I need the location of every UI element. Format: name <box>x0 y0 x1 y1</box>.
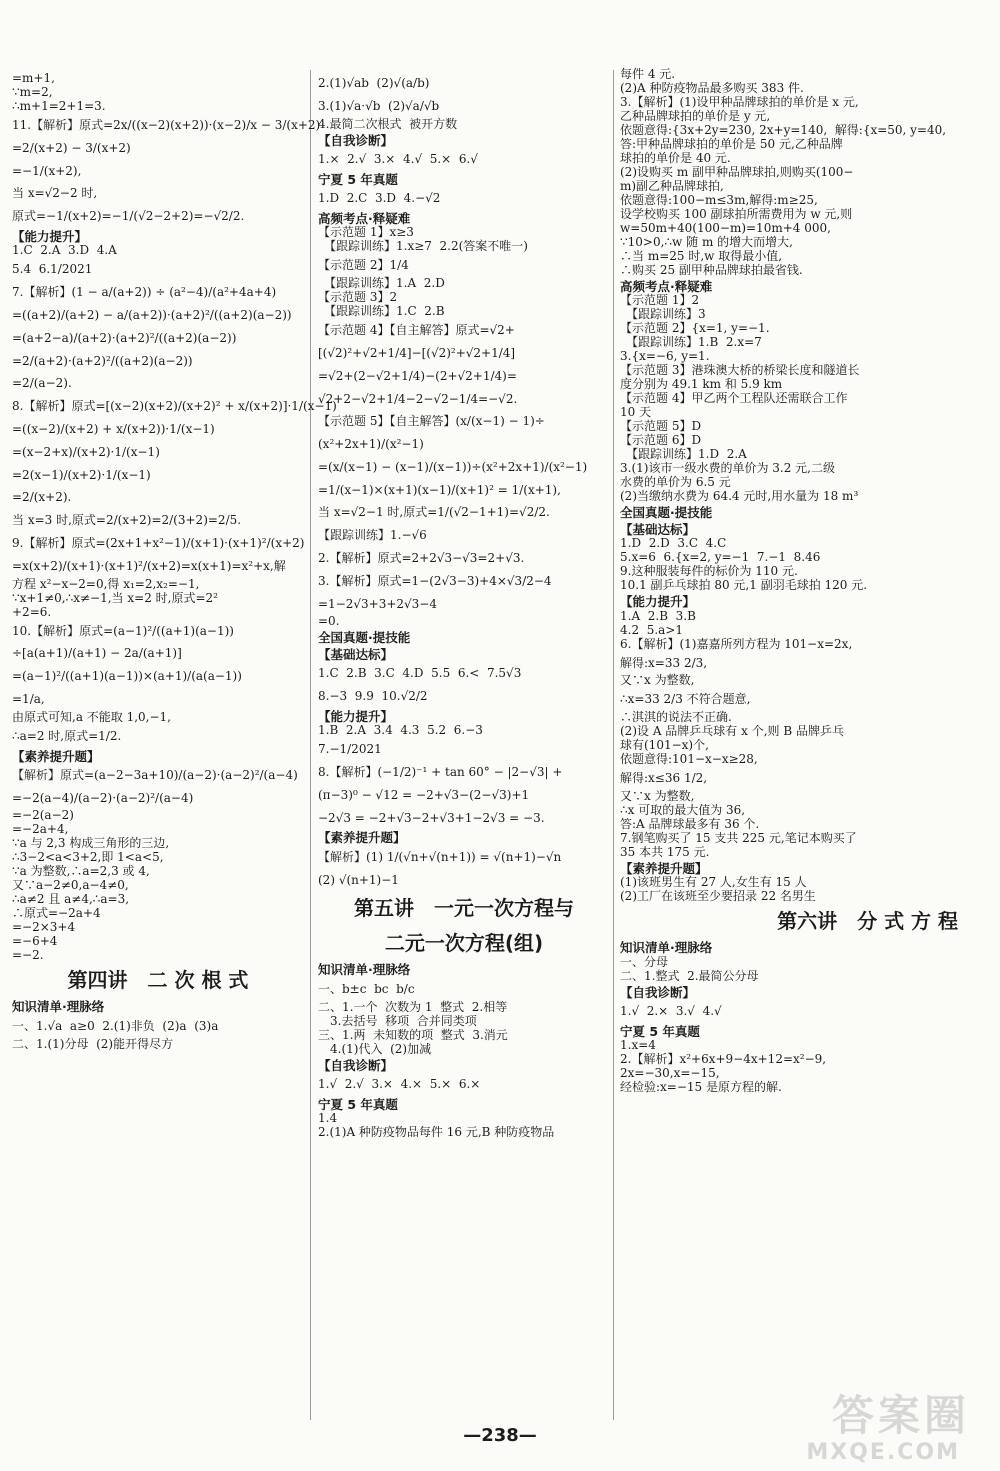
answer-line: =2(x−1)/(x+2)·1/(x−1) <box>12 467 151 482</box>
answer-line: 度分别为 49.1 km 和 5.9 km <box>620 377 783 392</box>
answer-line: 【示范题 5】D <box>620 419 702 434</box>
answer-line: 【解析】(1) 1/(√n+√(n+1)) = √(n+1)−√n <box>318 849 562 864</box>
answer-line: 【跟踪训练】1.C 2.B <box>318 304 445 319</box>
section-label: 知识清单·理脉络 <box>620 940 713 956</box>
section-label: 知识清单·理脉络 <box>318 962 411 978</box>
answer-line: 【示范题 3】2 <box>318 290 398 305</box>
answer-line: 3.【解析】(1)设甲种品牌球拍的单价是 x 元, <box>620 95 859 109</box>
answer-line: =−2a+4, <box>12 822 69 837</box>
answer-line: =2/(a+2)·(a+2)²/((a+2)(a−2)) <box>12 353 193 368</box>
section-label: 【素养提升题】 <box>620 860 708 876</box>
answer-line: 【解析】原式=(a−2−3a+10)/(a−2)·(a−2)²/(a−4) <box>12 767 298 782</box>
answer-line: 二、1.一个 次数为 1 整式 2.相等 <box>318 999 508 1014</box>
answer-line: 一、分母 <box>620 954 669 969</box>
answer-line: 【示范题 4】甲乙两个工程队还需联合工作 <box>620 391 848 406</box>
answer-line: =(a−1)²/((a+1)(a−1))×(a+1)/(a(a−1)) <box>12 669 242 684</box>
answer-line: 又∵x 为整数, <box>620 673 695 688</box>
answer-line: 10.1 副乒乓球拍 80 元,1 副羽毛球拍 120 元. <box>620 578 868 593</box>
answer-line: 答:甲种品牌球拍的单价是 50 元,乙种品牌 <box>620 137 843 151</box>
answer-line: 【示范题 2】1/4 <box>318 258 409 273</box>
answer-line: 5.4 6.1/2021 <box>12 262 93 277</box>
answer-line: 1.D 2.D 3.C 4.C <box>620 536 727 551</box>
watermark-url: MXQE.COM <box>806 1440 960 1465</box>
answer-line: 9.【解析】原式=(2x+1+x²−1)/(x+1)·(x+1)²/(x+2) <box>12 535 305 550</box>
answer-line: 1.× 2.√ 3.× 4.√ 5.× 6.√ <box>318 151 478 166</box>
section-label: 知识清单·理脉络 <box>12 999 105 1015</box>
answer-line: (2)设购买 m 副甲种品牌球拍,则购买(100− <box>620 165 854 179</box>
answer-line: ∵a 与 2,3 构成三角形的三边, <box>12 836 170 851</box>
answer-line: 由原式可知,a 不能取 1,0,−1, <box>12 709 172 724</box>
answer-line: 当 x=√2−1 时,原式=1/(√2−1+1)=√2/2. <box>318 505 550 520</box>
answer-line: 7.−1/2021 <box>318 742 382 757</box>
answer-line: 球拍的单价是 40 元. <box>620 151 731 165</box>
lecture-heading: 二元一次方程(组) <box>384 931 544 956</box>
answer-line: 依题意得:101−x−x≥28, <box>620 752 758 767</box>
answer-line: ∴原式=−2a+4 <box>12 906 101 921</box>
answer-line: ∴a=2 时,原式=1/2. <box>12 728 122 743</box>
section-label: 高频考点·释疑难 <box>620 279 713 294</box>
answer-line: =(x/(x−1) − (x−1)/(x−1))÷(x²+2x+1)/(x²−1) <box>318 459 588 474</box>
answer-line: 2.(1)√ab (2)√(a/b) <box>318 76 430 90</box>
answer-line: 35 本共 175 元. <box>620 844 710 859</box>
answer-line: 【示范题 2】{x=1, y=−1. <box>620 321 770 336</box>
lecture-heading: 第四讲 二 次 根 式 <box>67 968 249 993</box>
answer-line: ∴x 可取的最大值为 36, <box>620 802 746 817</box>
answer-line: 9.这种服装每件的标价为 110 元. <box>620 564 798 579</box>
answer-line: 设学校购买 100 副球拍所需费用为 w 元,则 <box>620 207 853 221</box>
answer-line: ∴a≠2 且 a≠4,∴a=3, <box>12 892 130 907</box>
section-label: 宁夏 5 年真题 <box>318 171 398 187</box>
column-divider <box>310 70 311 1420</box>
answer-line: ∴m+1=2+1=3. <box>12 99 106 113</box>
answer-line: =−1/(x+2), <box>12 163 82 178</box>
answer-line: 1.C 2.A 3.D 4.A <box>12 243 117 258</box>
answer-line: (2)当缴纳水费为 64.4 元时,用水量为 18 m³ <box>620 489 859 504</box>
answer-line: =(a+2−a)/(a+2)·(a+2)²/((a+2)(a−2)) <box>12 330 237 345</box>
answer-line: =2/(x+2) − 3/(x+2) <box>12 140 131 155</box>
lecture-heading: 第六讲 分 式 方 程 <box>777 909 958 934</box>
section-label: 【素养提升题】 <box>12 748 100 764</box>
answer-line: =m+1, <box>12 71 55 85</box>
section-label: 【能力提升】 <box>12 228 88 244</box>
answer-line: 1.√ 2.× 3.√ 4.√ <box>620 1004 722 1019</box>
answer-line: 【示范题 4】【自主解答】原式=√2+ <box>318 323 515 338</box>
answer-line: 经检验:x=−15 是原方程的解. <box>620 1080 782 1095</box>
answer-line: =x(x+2)/(x+1)·(x+1)²/(x+2)=x(x+1)=x²+x,解 <box>12 558 286 573</box>
answer-line: ∵x+1≠0,∴x≠−1,当 x=2 时,原式=2² <box>12 590 218 605</box>
answer-line: 11.【解析】原式=2x/((x−2)(x+2))·(x−2)/x − 3/(x+2) <box>12 118 321 132</box>
answer-line: =(x−2+x)/(x+2)·1/(x−1) <box>12 444 160 459</box>
section-label: 【自我诊断】 <box>318 1057 394 1073</box>
answer-line: =√2+(2−√2+1/4)−(2+√2+1/4)= <box>318 368 517 383</box>
answer-line: 3.{x=−6, y=1. <box>620 349 710 364</box>
answer-line: =((a+2)/(a+2) − a/(a+2))·(a+2)²/((a+2)(a−2)) <box>12 307 292 322</box>
answer-line: 2x=−30,x=−15, <box>620 1066 720 1081</box>
section-label: 【能力提升】 <box>318 708 394 724</box>
column-divider <box>613 70 614 1420</box>
answer-line: =−2(a−4)/(a−2)·(a−2)²/(a−4) <box>12 790 194 805</box>
answer-line: =2/(a−2). <box>12 376 72 391</box>
answer-line: ∵m=2, <box>12 85 53 99</box>
answer-line: 4.最简二次根式 被开方数 <box>318 116 458 131</box>
answer-line: 依题意得:100−m≤3m,解得:m≥25, <box>620 193 818 207</box>
answer-line: =0. <box>318 614 340 629</box>
answer-line: =((x−2)/(x+2) + x/(x+2))·1/(x−1) <box>12 421 215 436</box>
answer-line: w=50m+40(100−m)=10m+4 000, <box>620 221 831 235</box>
answer-line: =−2(a−2) <box>12 808 74 823</box>
answer-line: 答:A 品牌球最多有 36 个. <box>620 816 760 831</box>
answer-line: 解得:x=33 2/3, <box>620 655 708 670</box>
answer-line: ∴x=33 2/3 不符合题意, <box>620 692 751 707</box>
answer-line: 2.【解析】原式=2+2√3−√3=2+√3. <box>318 551 525 566</box>
answer-line: =1/(x−1)×(x+1)(x−1)/(x+1)² = 1/(x+1), <box>318 482 561 497</box>
answer-line: (2) √(n+1)−1 <box>318 872 399 887</box>
answer-line: 三、1.两 未知数的项 整式 3.消元 <box>318 1027 508 1042</box>
answer-line: (π−3)⁰ − √12 = −2+√3−(2−√3)+1 <box>318 787 530 802</box>
answer-line: 1.4 <box>318 1111 338 1126</box>
section-label: 宁夏 5 年真题 <box>318 1096 398 1112</box>
answer-line: 一、1.√a a≥0 2.(1)非负 (2)a (3)a <box>12 1018 219 1033</box>
answer-line: 二、1.整式 2.最简公分母 <box>620 968 759 983</box>
answer-line: 2.(1)A 种防疫物品每件 16 元,B 种防疫物品 <box>318 1125 555 1140</box>
section-label: 全国真题·提技能 <box>318 630 411 646</box>
answer-line: ∵a 为整数,∴a=2,3 或 4, <box>12 864 150 879</box>
answer-line: =−6+4 <box>12 934 58 949</box>
section-label: 【自我诊断】 <box>318 132 394 148</box>
answer-line: [(√2)²+√2+1/4]−[(√2)²+√2+1/4] <box>318 345 516 360</box>
answer-line: 球有(101−x)个, <box>620 738 709 753</box>
answer-line: =−2×3+4 <box>12 920 76 935</box>
answer-line: 【跟踪训练】1.−√6 <box>318 528 427 543</box>
answer-line: 6.【解析】(1)嘉嘉所列方程为 101−x=2x, <box>620 636 853 651</box>
answer-line: 【跟踪训练】1.x≥7 2.2(答案不唯一) <box>318 239 528 254</box>
watermark-logo: 答案圈 <box>831 1391 970 1440</box>
answer-line: 【跟踪训练】1.B 2.x=7 <box>620 335 762 350</box>
section-label: 【自我诊断】 <box>620 984 696 1000</box>
answer-line: 方程 x²−x−2=0,得 x₁=2,x₂=−1, <box>12 576 200 591</box>
answer-line: ∴3−2<a<3+2,即 1<a<5, <box>12 850 164 865</box>
answer-line: 又∵a−2≠0,a−4≠0, <box>12 878 129 893</box>
answer-line: 1.x=4 <box>620 1038 656 1053</box>
answer-line: 当 x=√2−2 时, <box>12 186 98 201</box>
answer-line: ÷[a(a+1)/(a+1) − 2a/(a+1)] <box>12 646 182 661</box>
answer-line: 1.C 2.B 3.C 4.D 5.5 6.< 7.5√3 <box>318 666 522 681</box>
section-label: 【基础达标】 <box>318 646 394 662</box>
answer-line: 【示范题 1】x≥3 <box>318 225 414 240</box>
answer-line: 2.【解析】x²+6x+9−4x+12=x²−9, <box>620 1052 827 1067</box>
answer-line: (1)该班男生有 27 人,女生有 15 人 <box>620 875 807 890</box>
answer-line: 解得:x≤36 1/2, <box>620 771 708 786</box>
answer-line: 一、b±c bc b/c <box>318 981 415 996</box>
answer-line: 3.(1)√a·√b (2)√a/√b <box>318 98 440 113</box>
answer-line: ∴当 m=25 时,w 取得最小值, <box>620 249 783 263</box>
answer-line: 4.(1)代入 (2)加减 <box>318 1041 432 1056</box>
section-label: 宁夏 5 年真题 <box>620 1023 700 1039</box>
answer-line: 4.2 5.a>1 <box>620 622 684 637</box>
answer-line: 又∵x 为整数, <box>620 788 695 803</box>
answer-line: ∴淇淇的说法不正确. <box>620 710 732 725</box>
section-label: 高频考点·释疑难 <box>318 210 411 226</box>
answer-line: =1/a, <box>12 691 45 706</box>
answer-line: =−2. <box>12 948 44 963</box>
answer-line: 1.A 2.B 3.B <box>620 608 696 623</box>
right-column <box>620 68 992 1095</box>
answer-line: 7.【解析】(1 − a/(a+2)) ÷ (a²−4)/(a²+4a+4) <box>12 285 277 300</box>
answer-line: =1−2√3+3+2√3−4 <box>318 596 438 611</box>
answer-line: 二、1.(1)分母 (2)能开得尽方 <box>12 1036 174 1051</box>
page-number: —238— <box>463 1425 537 1446</box>
left-column <box>12 71 337 1052</box>
section-label: 【素养提升题】 <box>318 830 406 846</box>
answer-line: 8.−3 9.9 10.√2/2 <box>318 689 428 704</box>
answer-line: 8.【解析】(−1/2)⁻¹ + tan 60° − |2−√3| + <box>318 764 563 779</box>
answer-line: 1.B 2.A 3.4 4.3 5.2 6.−3 <box>318 723 483 738</box>
answer-line: 【跟踪训练】3 <box>620 307 706 322</box>
answer-line: 3.(1)该市一级水费的单价为 3.2 元,二级 <box>620 461 835 476</box>
answer-line: ∵10>0,∴w 随 m 的增大而增大, <box>620 235 793 249</box>
answer-line: 10 天 <box>620 405 652 420</box>
answer-line: 依题意得:{3x+2y=230, 2x+y=140, 解得:{x=50, y=40, <box>620 123 947 137</box>
answer-line: 【跟踪训练】1.D 2.A <box>620 447 747 462</box>
answer-line: 水费的单价为 6.5 元 <box>620 475 731 490</box>
answer-line: 3.【解析】原式=1−(2√3−3)+4×√3/2−4 <box>318 573 552 588</box>
answer-line: 原式=−1/(x+2)=−1/(√2−2+2)=−√2/2. <box>12 209 245 224</box>
section-label: 全国真题·提技能 <box>620 505 713 521</box>
lecture-heading: 第五讲 一元一次方程与 <box>354 896 574 921</box>
answer-line: 1.√ 2.√ 3.× 4.× 5.× 6.× <box>318 1076 481 1091</box>
answer-line: 10.【解析】原式=(a−1)²/((a+1)(a−1)) <box>12 623 234 638</box>
answer-line: 当 x=3 时,原式=2/(x+2)=2/(3+2)=2/5. <box>12 513 242 528</box>
answer-line: 5.x=6 6.{x=2, y=−1 7.−1 8.46 <box>620 550 821 565</box>
answer-line: (2)设 A 品牌乒乓球有 x 个,则 B 品牌乒乓 <box>620 724 844 739</box>
answer-line: ∴购买 25 副甲种品牌球拍最省钱. <box>620 263 803 277</box>
section-label: 【能力提升】 <box>620 594 696 610</box>
answer-line: 7.钢笔购买了 15 支共 225 元,笔记本购买了 <box>620 830 857 845</box>
answer-line: 【示范题 5】【自主解答】(x/(x−1) − 1)÷ <box>318 414 545 429</box>
answer-line: 1.D 2.C 3.D 4.−√2 <box>318 191 441 206</box>
answer-line: (x²+2x+1)/(x²−1) <box>318 437 424 452</box>
answer-line: =2/(x+2). <box>12 490 72 505</box>
answer-line: 【示范题 3】港珠澳大桥的桥梁长度和隧道长 <box>620 363 860 378</box>
section-label: 【基础达标】 <box>620 521 696 537</box>
answer-line: 【示范题 1】2 <box>620 293 700 308</box>
answer-line: √2+2−√2+1/4−2−√2−1/4=−√2. <box>318 391 518 406</box>
middle-column <box>318 72 610 1140</box>
answer-line: 【跟踪训练】1.A 2.D <box>318 276 445 291</box>
answer-line: −2√3 = −2+√3−2+√3+1−2√3 = −3. <box>318 810 545 825</box>
answer-line: 乙种品牌球拍的单价是 y 元, <box>620 109 771 123</box>
answer-line: 8.【解析】原式=[(x−2)(x+2)/(x+2)² + x/(x+2)]·1/(x−1) <box>12 399 337 414</box>
answer-line: 【示范题 6】D <box>620 433 702 448</box>
answer-line: (2)A 种防疫物品最多购买 383 件. <box>620 81 804 95</box>
answer-line: +2=6. <box>12 604 52 619</box>
answer-line: 3.去括号 移项 合并同类项 <box>318 1013 477 1028</box>
answer-line: m)副乙种品牌球拍, <box>620 179 724 193</box>
answer-line: 每件 4 元. <box>620 67 676 81</box>
answer-line: (2)工厂在该班至少要招录 22 名男生 <box>620 889 816 904</box>
